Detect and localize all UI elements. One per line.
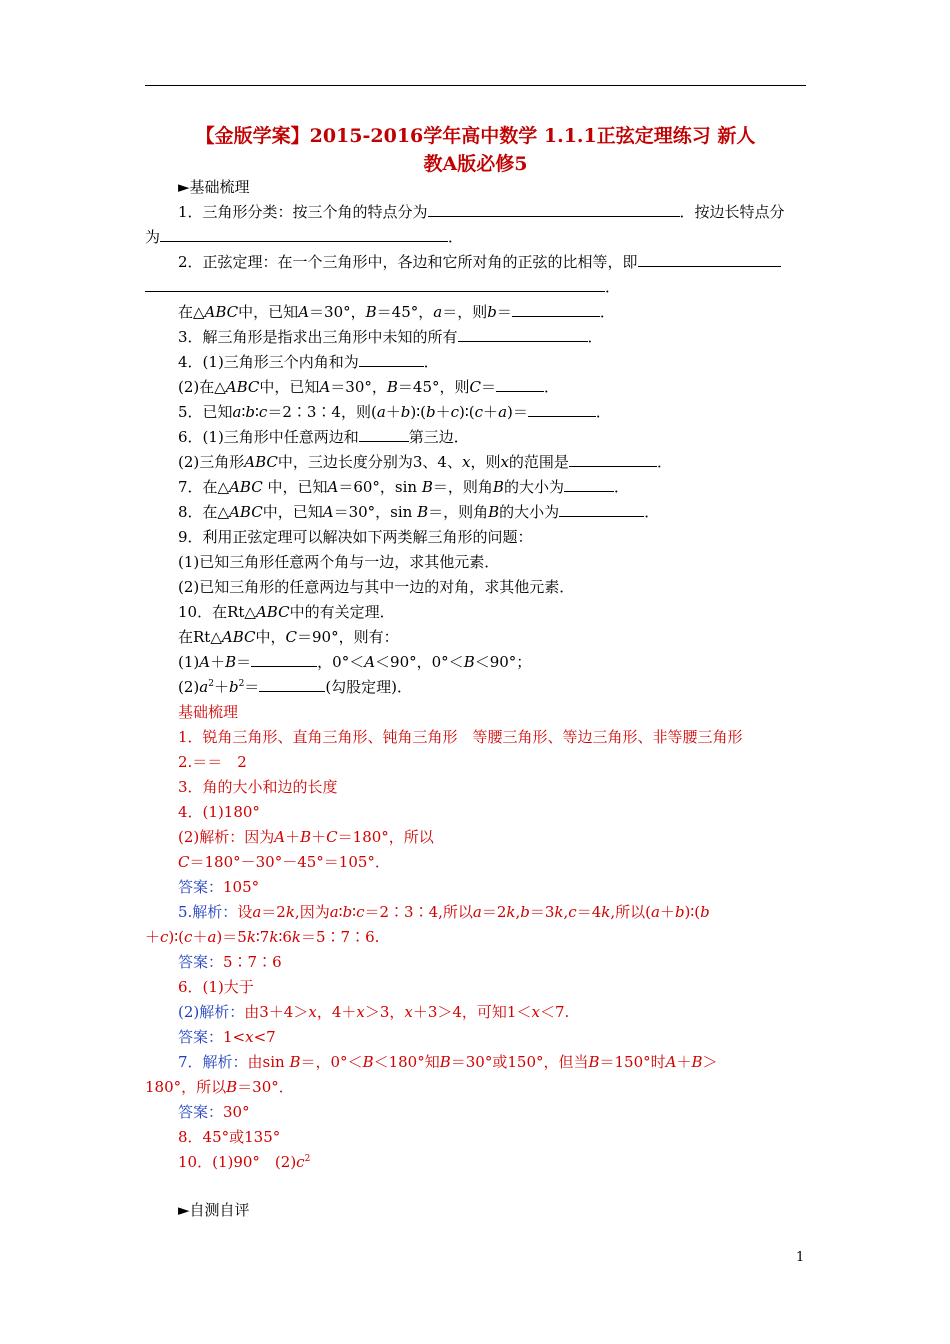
title-line-1: 【金版学案】2015-2016学年高中数学 1.1.1正弦定理练习 新人 bbox=[195, 125, 756, 147]
answer-5-line1: 5.解析：设a＝2k,因为a∶b∶c＝2∶3∶4,所以a＝2k,b＝3k,c＝4k,所以(a＋b)∶(b bbox=[178, 903, 710, 921]
answer-3: 3．角的大小和边的长度 bbox=[178, 778, 338, 796]
answer-4a: 4．(1)180° bbox=[178, 803, 260, 821]
q10-line: 10．在Rt△ABC中的有关定理． bbox=[178, 603, 395, 621]
answer-4c: C＝180°－30°－45°＝105°． bbox=[178, 853, 390, 871]
answers-header: 基础梳理 bbox=[178, 703, 239, 721]
answer-7-final: 答案：30° bbox=[178, 1103, 250, 1121]
q6b-line: (2)三角形ABC中，三边长度分别为3、4、x，则x的范围是 ． bbox=[178, 453, 672, 471]
answer-5-line2: ＋c)∶(c＋a)＝5k∶7k∶6k＝5∶7∶6. bbox=[145, 928, 380, 946]
q5-line: 5．已知a∶b∶c＝2∶3∶4，则(a＋b)∶(b＋c)∶(c＋a)＝ ． bbox=[178, 403, 611, 421]
answer-7-line1: 7．解析：由sin B＝，0°＜B＜180°知B＝30°或150°，但当B＝150°时A＋B＞ bbox=[178, 1053, 718, 1071]
q2-line: 2．正弦定理：在一个三角形中，各边和它所对角的正弦的比相等，即 bbox=[145, 250, 806, 274]
answer-7-line2: 180°，所以B＝30°． bbox=[145, 1078, 294, 1096]
q1-line2: 为 ． bbox=[145, 228, 464, 246]
q2-line3: 在△ABC中，已知A＝30°，B＝45°，a＝，则b＝ ． bbox=[178, 303, 615, 321]
answer-6a: 6．(1)大于 bbox=[178, 978, 254, 996]
answer-6b: (2)解析：由3＋4＞x，4＋x＞3，x＋3＞4，可知1＜x＜7. bbox=[178, 1003, 570, 1021]
header-rule bbox=[145, 85, 806, 86]
section-self-test: ►自测自评 bbox=[178, 1201, 250, 1219]
answer-1: 1．锐角三角形、直角三角形、钝角三角形 等腰三角形、等边三角形、非等腰三角形 bbox=[178, 728, 743, 746]
q10a-line: 在Rt△ABC中，C＝90°，则有： bbox=[178, 628, 399, 646]
q9-line: 9．利用正弦定理可以解决如下两类解三角形的问题： bbox=[178, 528, 533, 546]
q1-line: 1．三角形分类：按三个角的特点分为 ．按边长特点分 bbox=[178, 203, 785, 221]
answer-8: 8．45°或135° bbox=[178, 1128, 281, 1146]
answer-4b: (2)解析：因为A＋B＋C＝180°，所以 bbox=[178, 828, 434, 846]
q10b-line: (1)A＋B＝ ，0°＜A＜90°，0°＜B＜90°； bbox=[178, 653, 532, 671]
page-number: 1 bbox=[796, 1250, 805, 1265]
q7-line: 7．在△ABC 中，已知A＝60°，sin B＝，则角B的大小为 ． bbox=[178, 478, 629, 496]
answer-5-final: 答案：5∶7∶6 bbox=[178, 953, 282, 971]
q9-item1: (1)已知三角形任意两个角与一边，求其他元素． bbox=[178, 553, 500, 571]
title-line-2: 教A版必修5 bbox=[423, 153, 528, 175]
q2-line2: ． bbox=[145, 275, 806, 299]
section-basics: ►基础梳理 bbox=[178, 178, 250, 196]
answer-10: 10．(1)90° $(2)c^2$ bbox=[178, 1153, 311, 1171]
q10c-line: $(2)a^2+b^2=$ (勾股定理)． bbox=[178, 678, 413, 696]
q4b-line: (2)在△ABC中，已知A＝30°，B＝45°，则C＝ ． bbox=[178, 378, 560, 396]
answer-2: 2.＝＝ 2 bbox=[178, 753, 247, 771]
q3-line: 3．解三角形是指求出三角形中未知的所有 ． bbox=[178, 328, 603, 346]
q9-item2: (2)已知三角形的任意两边与其中一边的对角，求其他元素． bbox=[178, 578, 575, 596]
q4a-line: 4．(1)三角形三个内角和为 ． bbox=[178, 353, 439, 371]
answer-4-final: 答案：105° bbox=[178, 878, 260, 896]
page-title bbox=[145, 122, 806, 178]
answer-6-final: 答案：1<x<7 bbox=[178, 1028, 276, 1046]
q6a-line: 6．(1)三角形中任意两边和 第三边． bbox=[178, 428, 469, 446]
q8-line: 8．在△ABC中，已知A＝30°，sin B＝，则角B的大小为 ． bbox=[178, 503, 660, 521]
